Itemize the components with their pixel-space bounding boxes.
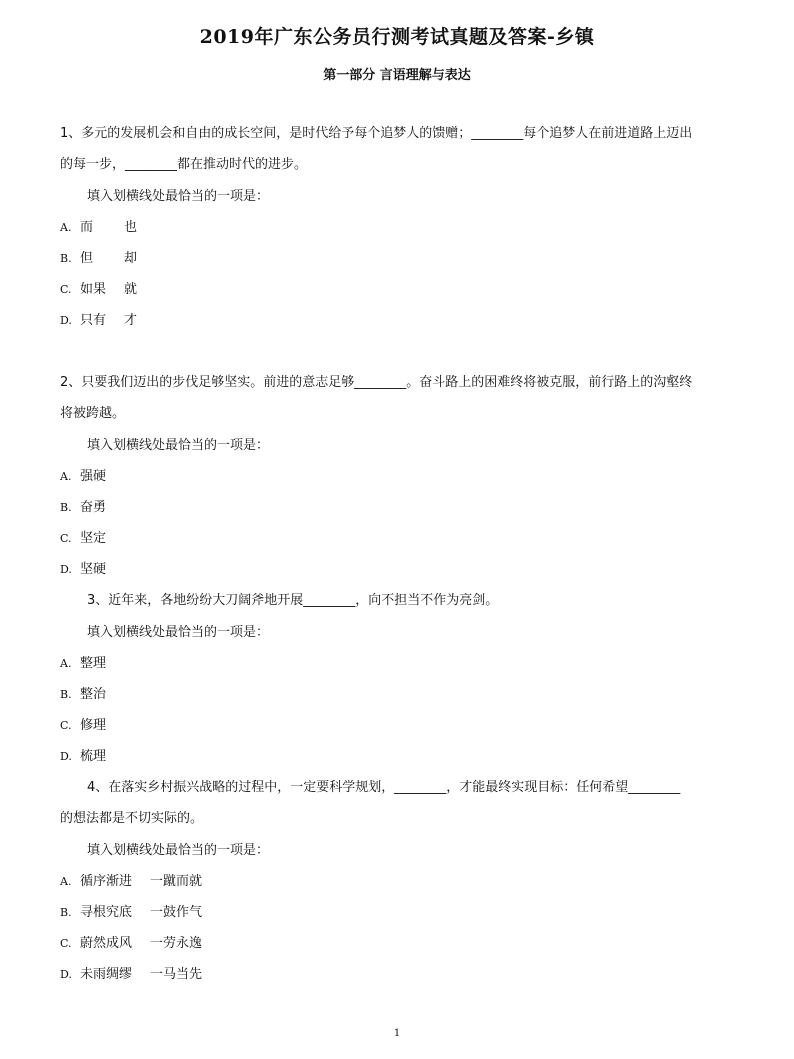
question-4-option-a: [60, 874, 202, 890]
option-word-2: 也: [124, 220, 138, 235]
option-word-1: 而: [80, 220, 94, 235]
question-4-option-c: [60, 936, 202, 952]
option-letter: D.: [60, 314, 72, 327]
option-word-1: 修理: [80, 718, 107, 733]
question-2-text-line-2: 将被跨越。: [60, 406, 126, 421]
section-heading: 第一部分 言语理解与表达: [323, 68, 471, 83]
question-3-text-line-1: 3、近年来，各地纷纷大刀阔斧地开展________，向不担当不作为亮剑。: [87, 593, 499, 608]
option-word-1: 整治: [80, 687, 107, 702]
option-letter: A.: [60, 657, 72, 670]
option-word-1: 强硬: [80, 469, 107, 484]
question-1-prompt: 填入划横线处最恰当的一项是：: [87, 189, 270, 204]
question-3-option-d: [60, 749, 106, 765]
question-3-option-c: [60, 718, 106, 734]
option-letter: C.: [60, 719, 72, 732]
question-2-option-c: [60, 531, 106, 547]
option-letter: D.: [60, 750, 72, 763]
question-2-option-a: [60, 469, 106, 485]
option-letter: A.: [60, 875, 72, 888]
option-word-1: 只有: [80, 313, 107, 328]
question-2-text-line-1: 2、只要我们迈出的步伐足够坚实。前进的意志足够________。奋斗路上的困难终将被克服，前行路上的沟壑终: [60, 375, 693, 390]
option-word-1: 奋勇: [80, 500, 107, 515]
option-word-1: 蔚然成风: [80, 936, 133, 951]
question-3-prompt: 填入划横线处最恰当的一项是：: [87, 625, 270, 640]
question-1-option-a: [60, 220, 137, 236]
option-word-2: 就: [124, 282, 138, 297]
option-letter: C.: [60, 283, 72, 296]
option-letter: A.: [60, 221, 72, 234]
question-4-text-line-2: 的想法都是不切实际的。: [60, 811, 204, 826]
option-letter: B.: [60, 906, 72, 919]
question-2-option-d: [60, 562, 106, 578]
option-word-1: 坚硬: [80, 562, 107, 577]
option-word-1: 如果: [80, 282, 107, 297]
option-word-1: 未雨绸缪: [80, 967, 133, 982]
option-letter: D.: [60, 968, 72, 981]
option-word-2: 一蹴而就: [150, 874, 203, 889]
question-2-prompt: 填入划横线处最恰当的一项是：: [87, 438, 270, 453]
option-letter: B.: [60, 252, 72, 265]
option-word-2: 一马当先: [150, 967, 203, 982]
option-letter: A.: [60, 470, 72, 483]
option-word-1: 循序渐进: [80, 874, 133, 889]
question-1-option-d: [60, 313, 137, 329]
question-1-option-b: [60, 251, 137, 267]
question-4-text-line-1: 4、在落实乡村振兴战略的过程中，一定要科学规划，________，才能最终实现目标：任何希望________: [87, 780, 681, 795]
question-4-option-b: [60, 905, 202, 921]
option-word-2: 却: [124, 251, 138, 266]
option-letter: C.: [60, 937, 72, 950]
option-word-1: 梳理: [80, 749, 107, 764]
question-3-option-b: [60, 687, 106, 703]
option-letter: B.: [60, 501, 72, 514]
page-number: 1: [393, 1028, 401, 1039]
option-word-1: 坚定: [80, 531, 107, 546]
question-1-text-line-1: 1、多元的发展机会和自由的成长空间，是时代给予每个追梦人的馈赠；________每个追梦人在前进道路上迈出: [60, 126, 693, 141]
option-word-2: 一鼓作气: [150, 905, 203, 920]
question-4-option-d: [60, 967, 202, 983]
option-letter: B.: [60, 688, 72, 701]
document-title: 2019年广东公务员行测考试真题及答案-乡镇: [199, 26, 595, 48]
option-word-2: 一劳永逸: [150, 936, 203, 951]
option-word-2: 才: [124, 313, 138, 328]
question-3-option-a: [60, 656, 106, 672]
option-word-1: 但: [80, 251, 94, 266]
option-letter: D.: [60, 563, 72, 576]
question-2-option-b: [60, 500, 106, 516]
question-1-text-line-2: 的每一步，________都在推动时代的进步。: [60, 157, 308, 172]
option-word-1: 寻根究底: [80, 905, 133, 920]
option-letter: C.: [60, 532, 72, 545]
question-4-prompt: 填入划横线处最恰当的一项是：: [87, 843, 270, 858]
option-word-1: 整理: [80, 656, 107, 671]
question-1-option-c: [60, 282, 137, 298]
